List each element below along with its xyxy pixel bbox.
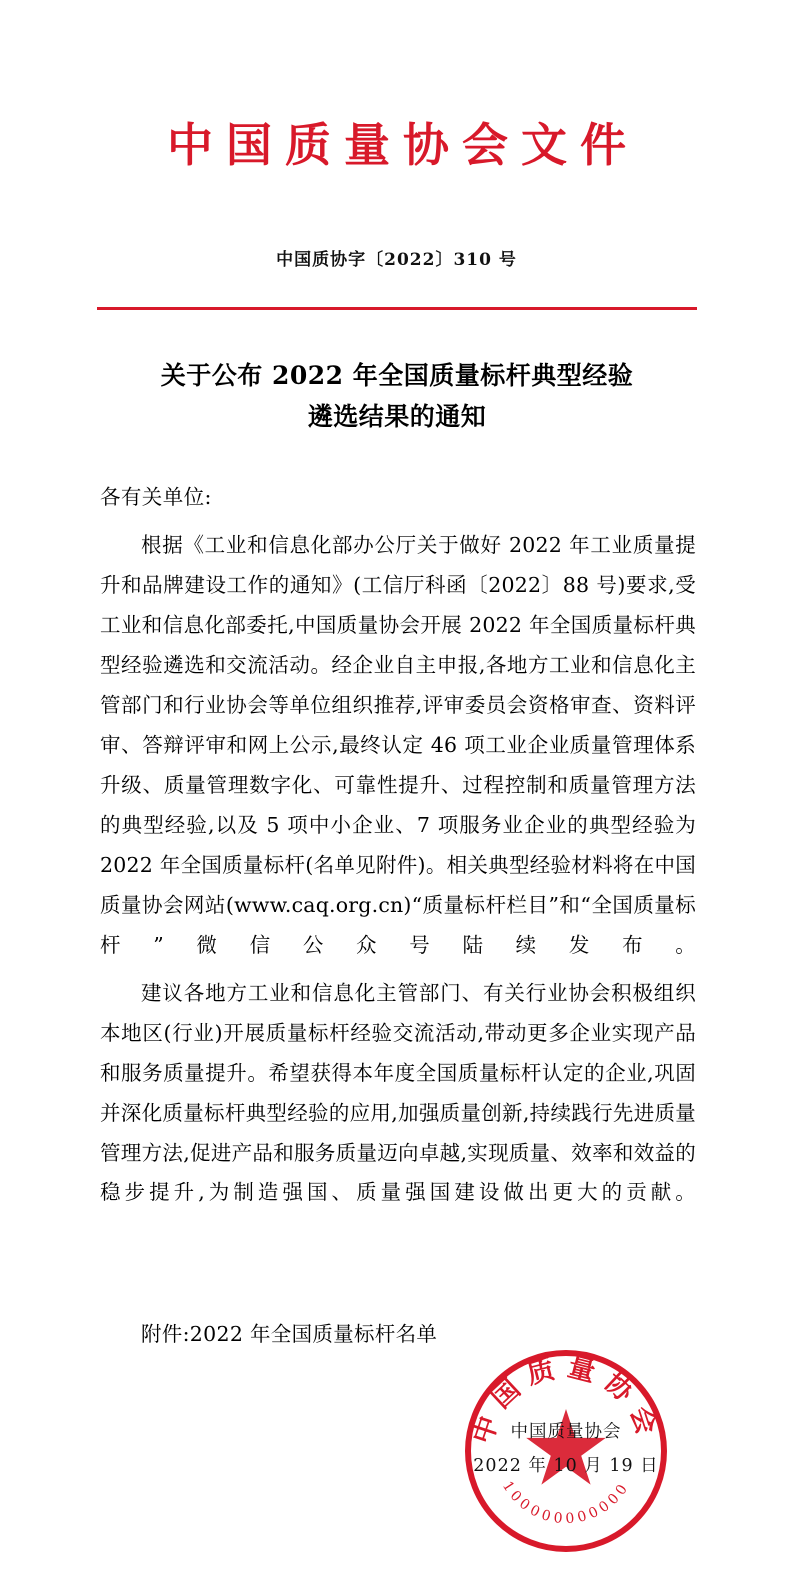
subject-line-1: 关于公布 2022 年全国质量标杆典型经验 — [160, 361, 634, 390]
seal-organization-name: 中国质量协会 — [510, 1422, 622, 1442]
attachment-line: 附件:2022 年全国质量标杆名单 — [141, 1322, 438, 1346]
document-number: 中国质协字〔2022〕310 号 — [276, 250, 517, 270]
spacer — [100, 966, 696, 974]
seal-date: 2022 年 10 月 19 日 — [473, 1456, 659, 1477]
body-paragraph-1: 根据《工业和信息化部办公厅关于做好 2022 年工业质量提升和品牌建设工作的通知》(工信厅科函〔2022〕88 号)要求,受工业和信息化部委托,中国质量协会开展 2022 年全国质量标杆典型经验遴选和交流活动。经企业自主申报,各地方工业和信息化主管部门和行业协会等单位组织推荐,评审委员会资格审查、资料评审、答辩评审和网上公示,最终认定 46 项工业企业质量管理体系升级、质量管理数字化、可靠性提升、过程控制和质量管理方法的典型经验,以及 5 项中小企业、7 项服务业企业的典型经验为 2022 年全国质量标杆(名单见附件)。相关典型经验材料将在中国质量协会网站(www.caq.org.cn)“质量标杆栏目”和“全国质量标杆”微信公众号陆续发布。 — [100, 532, 696, 957]
spacer — [100, 518, 696, 526]
svg-text:中国质量协会: 中国质量协会 — [467, 1351, 665, 1448]
red-divider-line — [97, 307, 697, 310]
svg-text:100000000000: 100000000000 — [498, 1478, 634, 1528]
official-seal — [462, 1347, 670, 1555]
body-paragraph-2: 建议各地方工业和信息化主管部门、有关行业协会积极组织本地区(行业)开展质量标杆经验交流活动,带动更多企业实现产品和服务质量提升。希望获得本年度全国质量标杆认定的企业,巩固并深化质量标杆典型经验的应用,加强质量创新,持续践行先进质量管理方法,促进产品和服务质量迈向卓越,实现质量、效率和效益的稳步提升,为制造强国、质量强国建设做出更大的贡献。 — [100, 980, 696, 1205]
document-subject-title — [97, 355, 697, 438]
subject-line-2: 遴选结果的通知 — [307, 402, 487, 432]
document-body — [100, 478, 696, 1213]
document-header — [0, 118, 793, 173]
organization-title: 中国质量协会文件 — [167, 118, 639, 172]
salutation: 各有关单位: — [100, 485, 212, 509]
